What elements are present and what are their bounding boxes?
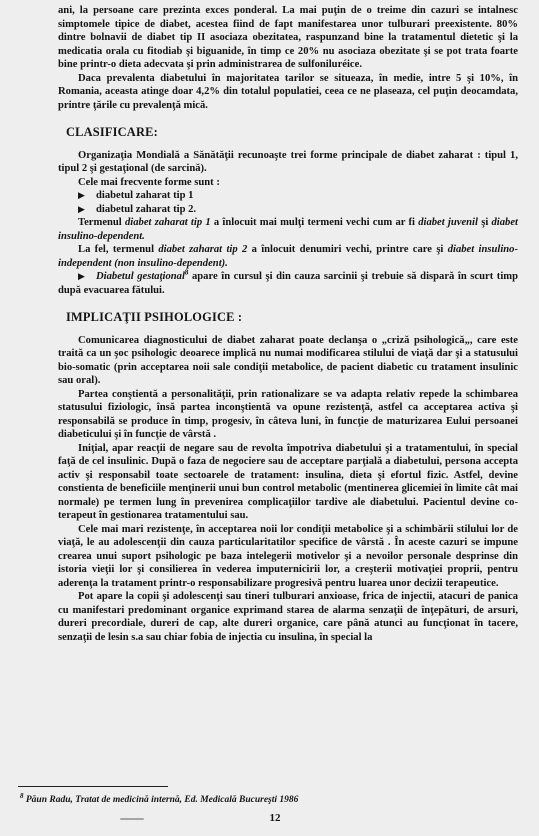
text-run: La fel, termenul	[78, 244, 159, 255]
text-run: a înlocuit denumiri vechi, printre care şi	[247, 244, 448, 255]
text-run-italic: Diabetul gestaţional	[96, 271, 185, 282]
list-item-text: diabetul zaharat tip 1	[96, 190, 194, 201]
footnote-divider	[18, 786, 168, 787]
list-item	[58, 270, 518, 297]
text-run-italic: diabet insulino-dependent.	[58, 217, 518, 242]
footnote	[20, 791, 460, 806]
paragraph: Daca prevalenta diabetului în majoritatea tarilor se situeaza, în medie, intre 5 şi 10%, în Romania, aceasta atinge doar 4,2% din totalul populatiei, ceea ce ne plaseaza, cel puţin deocamdata, printre ţările cu prevalenţă mică.	[58, 72, 518, 111]
text-run: şi	[477, 217, 492, 228]
text-run: a înlocuit mai mulţi termeni vechi cum ar fi	[210, 217, 419, 228]
text-run-italic: diabet insulino-independent (non insulino-dependent).	[58, 244, 518, 269]
page-body	[58, 4, 518, 644]
paragraph: Iniţial, apar reacţii de negare sau de revolta împotriva diabetului şi a tratamentului, în special faţă de cel insulinic. După o faza de negociere sau de acceptare parţială a diabetului, persona accepta activ şi responsabil toate sectoarele de tratament: insulina, dieta şi efortul fizic. Astfel, devine constienta de beneficiile menţinerii unui bun control metabolic (mentinerea glicemiei în limite cât mai normale) pe termen lung în prevenirea complicaţiilor tardive ale diabetului. Pacientul devine co-terapeut în gestionarea tratamentului sau.	[58, 442, 518, 521]
scan-mark	[120, 818, 144, 820]
triangle-right-icon: ▶	[78, 190, 85, 200]
paragraph	[58, 243, 518, 270]
page-number: 12	[269, 812, 281, 824]
paragraph: Organizaţia Mondială a Sănătăţii recunoaşte trei forme principale de diabet zaharat : tipul 1, tipul 2 şi gestaţional (de sarcină).	[58, 149, 518, 174]
paragraph: Pot apare la copii şi adolescenţi sau tineri tulburari anxioase, frica de injectii, atacuri de panica cu manifestari predominant organice exprimand starea de alarma senzaţii de înţepături, de arsuri, dureri precordiale, dureri de cap, alte dureri organice, care până atunci au funcţionat în tacere, senzaţii de lesin s.a sau chiar fobia de injectia cu insulina, în special la	[58, 591, 518, 643]
paragraph: Cele mai frecvente forme sunt :	[78, 176, 220, 188]
text-run-italic: diabet zaharat tip 1	[125, 217, 211, 228]
text-run: Termenul	[78, 217, 125, 228]
paragraph: Partea conştientă a personalităţii, prin rationalizare se va adapta relativ repede la schimbarea statusului fiziologic, însă partea inconştientă va opune rezistenţă, astfel ca acceptarea activa şi responsabilă se produce în timp, progesiv, în câteva luni, în funcţie de maturizarea Eului persoanei diabeticului şi în funcţie de vârstă .	[58, 388, 518, 440]
triangle-right-icon: ▶	[78, 203, 85, 214]
text-run-italic: diabet zaharat tip 2	[158, 244, 248, 255]
triangle-right-icon: ▶	[78, 271, 85, 281]
paragraph: Cele mai mari rezistenţe, în acceptarea noii lor condiţii metabolice şi a schimbării stilului lor de viaţă, le au adolescenţii din cauza particularitatilor specifice de vârstă . În aceste cazuri se impune crearea unui suport psihologic pe baza intelegerii motivelor şi a nevoilor personale desprinse din istoria vieţii lor şi consilierea în vederea imputernicirii lor, a creşterii motivaţiei proprii, pentru aderenţa la tratament printr-o responsabilizare progresivă pentru luarea unor decizii terapeutice.	[58, 523, 518, 589]
list-item-text: diabetul zaharat tip 2.	[96, 203, 197, 215]
section-heading-implicatii: IMPLICAŢII PSIHOLOGICE :	[66, 310, 243, 324]
paragraph	[58, 216, 518, 243]
paragraph: Comunicarea diagnosticului de diabet zaharat poate declanşa o „criză psihologică„, care este traită ca un şoc psihologic deoarece implică nu numai modificarea stilului de viaţă dar şi a statusului bio-somatic (prin acceptarea noii sale condiţii metabolice, de pacient diabetic cu tratament insulinic sau oral).	[58, 334, 518, 386]
footnote-ref: 8	[184, 268, 189, 277]
section-heading-clasificare: CLASIFICARE:	[66, 125, 158, 139]
list-item	[58, 189, 518, 203]
paragraph: ani, la persoane care prezinta exces ponderal. La mai puţin de o treime din cazuri se intalnesc simptomele tipice de diabet, acestea fiind de fapt manifestarea unor tulburari preexistente. 80% dintre bolnavii de diabet tip II asociaza obezitatea, raspunzand bine la tratamentul dietetic şi la medicatia orala cu fitodiab şi biguanide, în timp ce 20% nu asociaza obezitate şi se pot trata foarte bine printr-o dieta adecvata şi prin administrarea de sulfoniluréice.	[58, 5, 518, 70]
footnote-mark: 8	[20, 791, 24, 800]
text-run: apare în cursul şi din cauza sarcinii şi trebuie să dispară în scurt timp după evacuarea fătului.	[58, 271, 518, 296]
text-run-italic: diabet juvenil	[418, 217, 478, 228]
list-item	[58, 203, 518, 217]
footnote-text: Păun Radu, Tratat de medicină internă, Ed. Medicală Bucureşti 1986	[23, 795, 299, 805]
